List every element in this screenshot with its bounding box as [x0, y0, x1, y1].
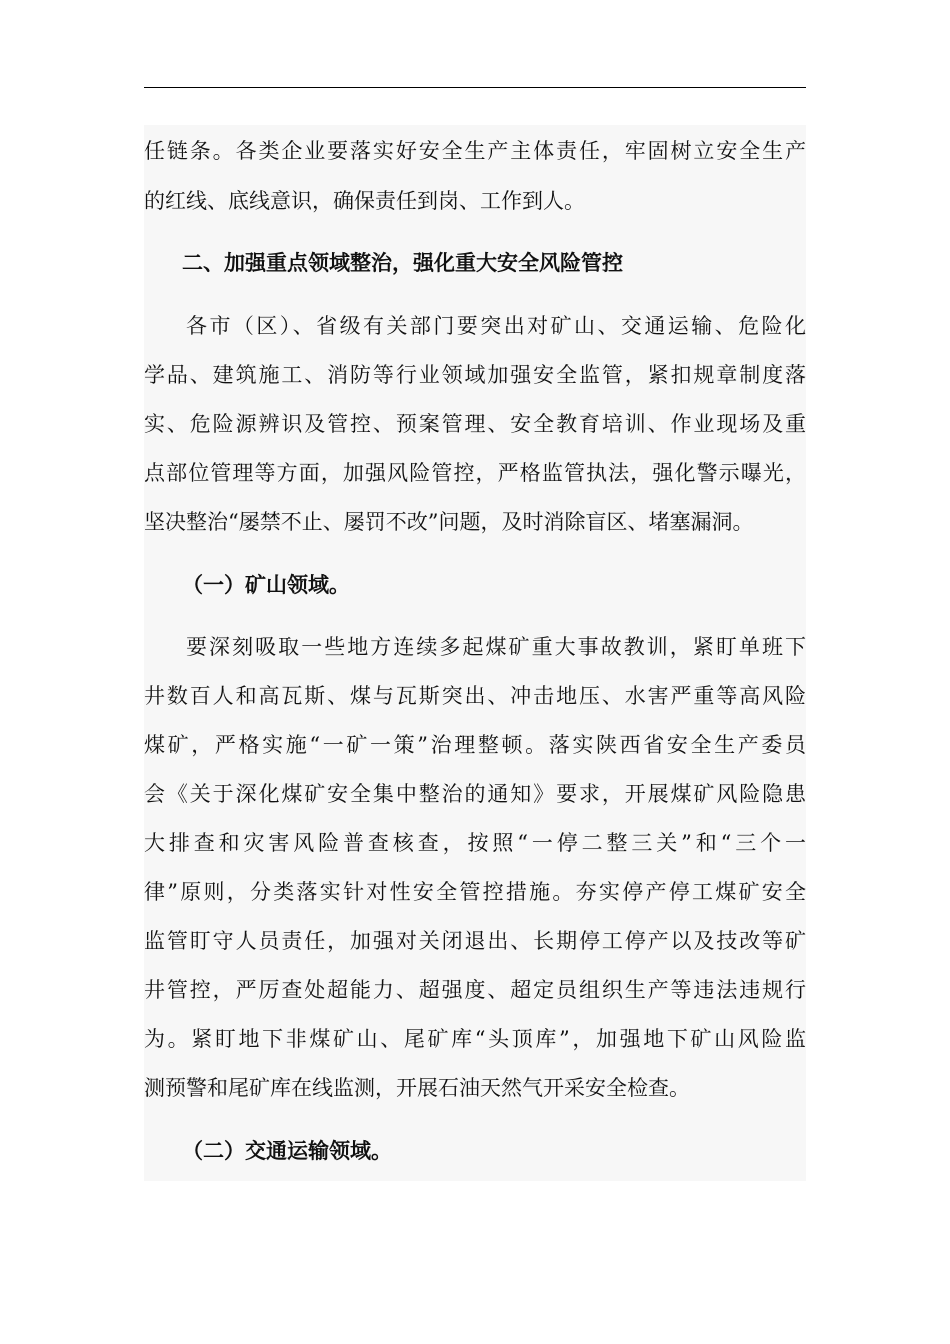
subsection-heading-mining: （一）矿山领域。	[182, 573, 350, 597]
paragraph-3-line: 煤矿，严格实施“一矿一策”治理整顿。落实陕西省安全生产委员	[144, 733, 806, 757]
paragraph-3-line: 律”原则，分类落实针对性安全管控措施。夯实停产停工煤矿安全	[144, 880, 806, 904]
paragraph-1-line: 任链条。各类企业要落实好安全生产主体责任，牢固树立安全生产	[144, 139, 806, 163]
paragraph-2-line: 点部位管理等方面，加强风险管控，严格监管执法，强化警示曝光，	[144, 461, 806, 485]
paragraph-3-line: 监管盯守人员责任，加强对关闭退出、长期停工停产以及技改等矿	[144, 929, 806, 953]
paragraph-1-line: 的红线、底线意识，确保责任到岗、工作到人。	[144, 189, 585, 213]
paragraph-2-line: 学品、建筑施工、消防等行业领域加强安全监管，紧扣规章制度落	[144, 363, 806, 387]
section-heading: 二、加强重点领域整治，强化重大安全风险管控	[182, 251, 623, 275]
paragraph-3-line: 大排查和灾害风险普查核查，按照“一停二整三关”和“三个一	[144, 831, 806, 855]
paragraph-3-line: 要深刻吸取一些地方连续多起煤矿重大事故教训，紧盯单班下	[186, 635, 806, 659]
paragraph-2-line: 实、危险源辨识及管控、预案管理、安全教育培训、作业现场及重	[144, 412, 806, 436]
paragraph-3-line: 井管控，严厉查处超能力、超强度、超定员组织生产等违法违规行	[144, 978, 806, 1002]
paragraph-3-line: 测预警和尾矿库在线监测，开展石油天然气开采安全检查。	[144, 1076, 690, 1100]
document-body	[144, 125, 806, 1181]
paragraph-3-line: 会《关于深化煤矿安全集中整治的通知》要求，开展煤矿风险隐患	[144, 782, 806, 806]
paragraph-2-line: 各市（区）、省级有关部门要突出对矿山、交通运输、危险化	[186, 314, 806, 338]
paragraph-3-line: 为。紧盯地下非煤矿山、尾矿库“头顶库”，加强地下矿山风险监	[144, 1027, 806, 1051]
header-rule	[144, 87, 806, 88]
paragraph-2-line: 坚决整治“屡禁不止、屡罚不改”问题，及时消除盲区、堵塞漏洞。	[144, 510, 754, 534]
subsection-heading-transport: （二）交通运输领域。	[182, 1139, 392, 1163]
paragraph-3-line: 井数百人和高瓦斯、煤与瓦斯突出、冲击地压、水害严重等高风险	[144, 684, 806, 708]
